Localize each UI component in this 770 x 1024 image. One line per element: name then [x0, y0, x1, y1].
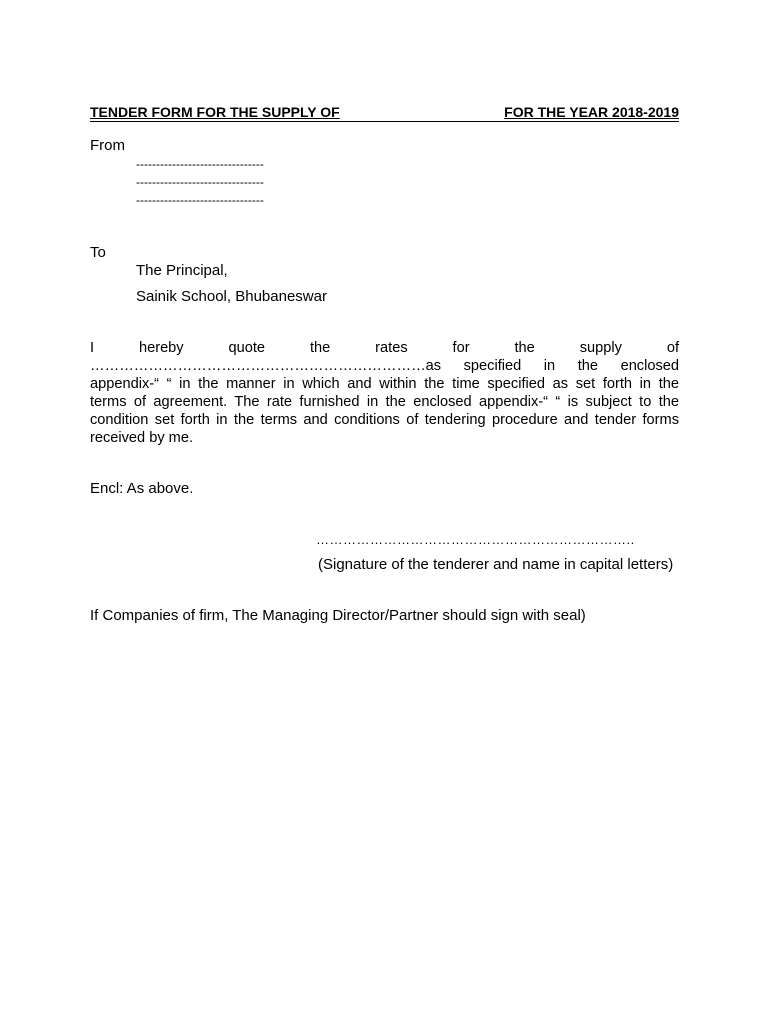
signature-line: …………………………………………………………….. [316, 532, 635, 547]
paragraph-line: I hereby quote the rates for the supply of [90, 340, 679, 356]
form-year: FOR THE YEAR 2018-2019 [504, 104, 679, 120]
quotation-paragraph [90, 339, 679, 447]
paragraph-line: condition set forth in the terms and conditions of tendering procedure and tender forms [90, 412, 679, 428]
recipient-title: The Principal, [136, 262, 228, 279]
from-line-3: -------------------------------- [136, 193, 264, 207]
paragraph-line: terms of agreement. The rate furnished in the enclosed appendix-“ “ is subject to the [90, 394, 679, 410]
paragraph-line: appendix-“ “ in the manner in which and within the time specified as set forth in the [90, 376, 679, 392]
paragraph-line: ……………………………………………………………as specified in the enclosed [90, 358, 679, 374]
to-label: To [90, 244, 106, 261]
from-line-1: -------------------------------- [136, 157, 264, 171]
from-label: From [90, 137, 125, 154]
seal-note: If Companies of firm, The Managing Director/Partner should sign with seal) [90, 607, 586, 624]
signature-caption: (Signature of the tenderer and name in capital letters) [318, 556, 674, 573]
recipient-school: Sainik School, Bhubaneswar [136, 288, 327, 305]
form-title: TENDER FORM FOR THE SUPPLY OF [90, 104, 340, 120]
paragraph-line: received by me. [90, 430, 194, 446]
from-line-2: -------------------------------- [136, 175, 264, 189]
enclosure-note: Encl: As above. [90, 480, 194, 497]
title-row [90, 103, 679, 122]
